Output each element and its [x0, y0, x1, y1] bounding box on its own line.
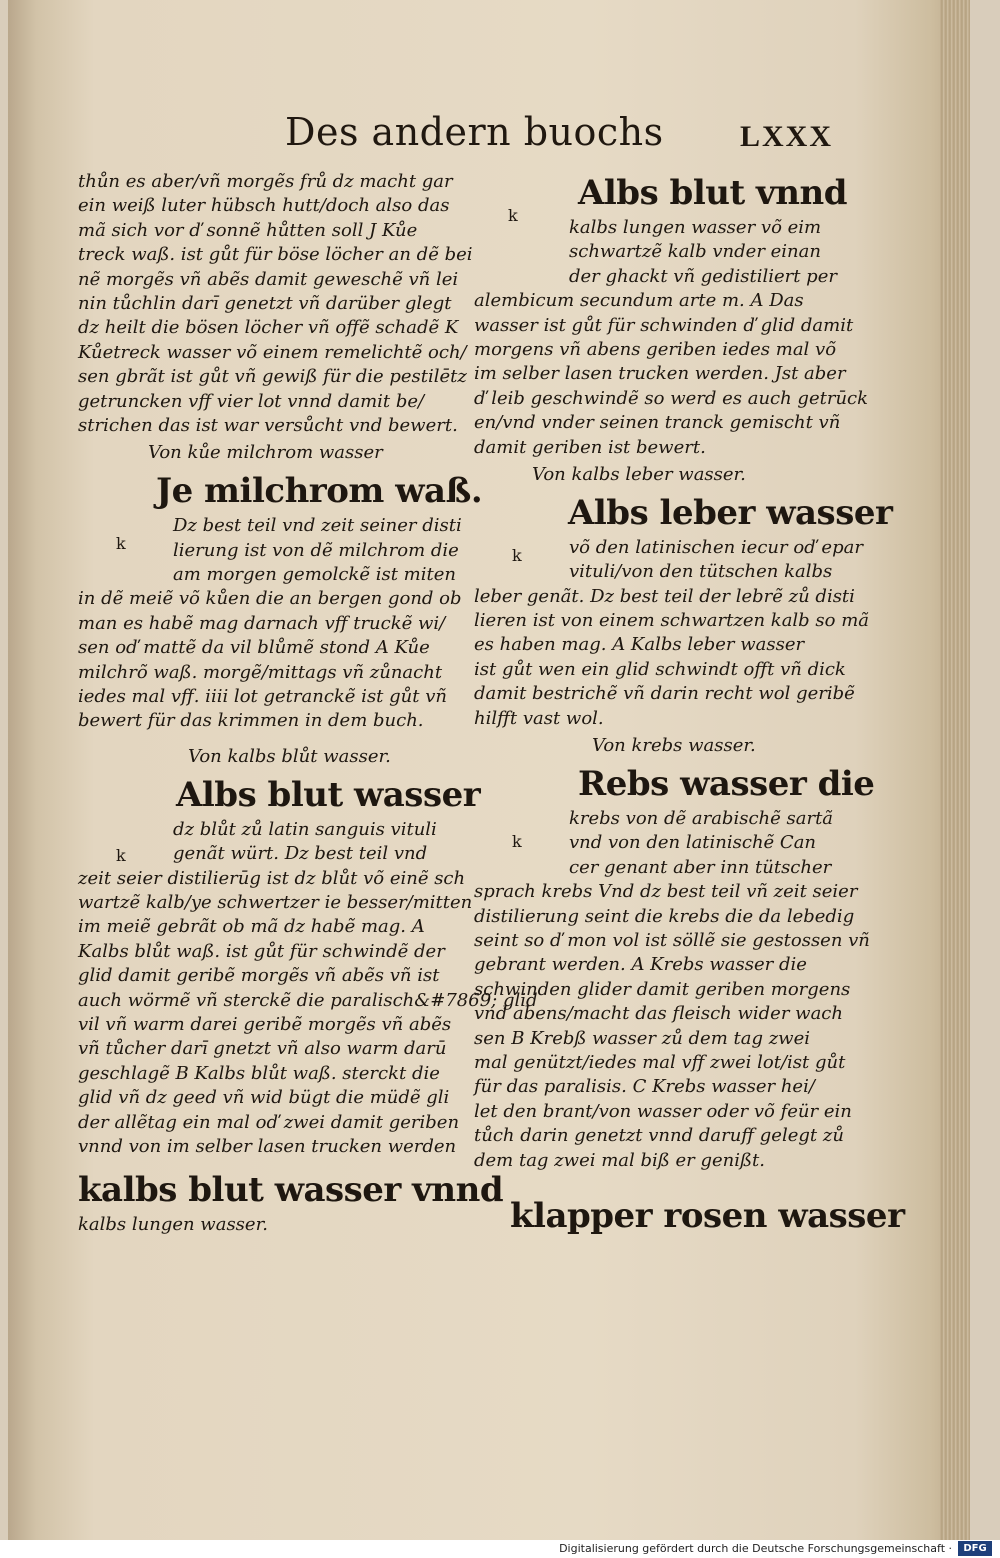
right-heading-1: Albs blut vnnd [578, 173, 847, 213]
right-text-block-1-indented [474, 216, 846, 289]
text-line: morgens vñ abens geriben iedes mal võ [474, 338, 837, 360]
text-line: wasser ist gůt für schwinden ď glid damit [474, 314, 854, 336]
left-subheading-2: Von kalbs blůt wasser. [188, 745, 391, 767]
text-line: lieren ist von einem schwartzen kalb so mã [474, 610, 870, 632]
text-line: milchrõ waß. morgẽ/mittags vñ zůnacht [78, 661, 443, 683]
text-line: bewert für das krimmen in dem buch. [78, 710, 424, 732]
text-line: ď leib geschwindẽ so werd es auch getrūck [474, 387, 869, 409]
right-heading-2: Albs leber wasser [568, 492, 893, 533]
text-line: dem tag zwei mal biß er genißt. [474, 1149, 765, 1171]
left-text-block-3 [78, 867, 538, 1160]
text-line: Dz best teil vnd zeit seiner disti [173, 515, 462, 537]
text-line: schwinden glider damit geriben morgens [474, 978, 851, 1000]
text-line: nin tůchlin darī genetzt vñ darüber glegt [78, 292, 452, 314]
right-text-block-1 [474, 289, 869, 460]
text-line: ein weiß luter hübsch hutt/doch also das [78, 195, 450, 217]
text-line: strichen das ist war versůcht vnd bewert. [78, 414, 458, 436]
left-column [78, 170, 538, 1238]
text-line: sen B Krebß wasser zů dem tag zwei [474, 1027, 810, 1049]
text-line: am morgen gemolckẽ ist miten [173, 564, 456, 586]
text-line: tůch darin genetzt vnnd daruff gelegt zů [474, 1125, 844, 1147]
left-heading-1: Je milchrom waß. [156, 471, 483, 512]
text-line: let den brant/von wasser oder võ feür ein [474, 1100, 852, 1122]
right-subheading-1: Von kalbs leber wasser. [532, 463, 746, 485]
text-line: lierung ist von dẽ milchrom die [173, 539, 459, 561]
text-line: hilfft vast wol. [474, 707, 604, 729]
right-marker-3: k [512, 832, 522, 851]
text-line: Kůetreck wasser võ einem remelichtẽ och/ [78, 341, 467, 363]
text-line: der ghackt vñ gedistiliert per [569, 265, 837, 287]
text-line: cer genant aber inn tütscher [569, 856, 832, 878]
text-line: auch wörmẽ vñ sterckẽ die paralisch&#7869; glid [78, 989, 538, 1011]
text-line: damit geriben ist bewert. [474, 436, 706, 458]
text-line: gebrant werden. A Krebs wasser die [474, 954, 807, 976]
text-line: es haben mag. A Kalbs leber wasser [474, 634, 805, 656]
right-marker-1: k [508, 206, 518, 225]
right-text-block-2-indented [474, 536, 863, 585]
left-marker-2: k [116, 846, 126, 865]
text-line: vñ tůcher darī gnetzt vñ also warm darū [78, 1038, 447, 1060]
text-line: sen oď mattẽ da vil blůmẽ stond A Kůe [78, 637, 430, 659]
text-line: dz blůt zů latin sanguis vituli [173, 818, 437, 840]
text-line: mã sich vor ď sonnẽ hůtten soll J Kůe [78, 219, 418, 241]
right-marker-2: k [512, 546, 522, 565]
text-line: dz heilt die bösen löcher vñ offẽ schadẽ K [78, 317, 459, 339]
text-line: man es habẽ mag darnach vff truckẽ wi/ [78, 612, 446, 634]
text-line: für das paralisis. C Krebs wasser hei/ [474, 1076, 815, 1098]
text-line: leber genãt. Dz best teil der lebrẽ zů disti [474, 585, 855, 607]
folio-number: LXXX [740, 120, 834, 153]
text-line: zeit seier distilierūg ist dz blůt võ einẽ sch [78, 867, 466, 889]
running-header: Des andern buochs [285, 110, 664, 154]
text-line: krebs von dẽ arabischẽ sartã [569, 808, 834, 830]
text-line: getruncken vff vier lot vnnd damit be/ [78, 390, 425, 412]
text-line: damit bestrichẽ vñ darin recht wol geribẽ [474, 683, 855, 705]
right-column [474, 170, 905, 1239]
left-text-block-3-indented [78, 818, 468, 867]
text-line: võ den latinischen iecur oď epar [569, 536, 863, 558]
text-line: nẽ morgẽs vñ abẽs damit geweschẽ vñ lei [78, 268, 459, 290]
text-line: ist gůt wen ein glid schwindt offt vñ dick [474, 658, 846, 680]
text-line: mal genützt/iedes mal vff zwei lot/ist gůt [474, 1051, 846, 1073]
text-line: sprach krebs Vnd dz best teil vñ zeit seier [474, 881, 858, 903]
text-line: sen gbrãt ist gůt vñ gewiß für die pestilētz [78, 366, 467, 388]
footer-bar [0, 1540, 1000, 1558]
text-line: Kalbs blůt waß. ist gůt für schwindẽ der [78, 940, 445, 962]
left-text-block-1 [78, 170, 473, 438]
funding-note: Digitalisierung gefördert durch die Deutsche Forschungsgemeinschaft · [559, 1542, 952, 1555]
text-line: vnnd von im selber lasen trucken werden [78, 1135, 457, 1157]
left-text-block-2 [78, 587, 468, 733]
text-line: wartzẽ kalb/ye schwertzer ie besser/mitten [78, 891, 473, 913]
text-line: vnd von den latinischẽ Can [569, 832, 817, 854]
text-line: iedes mal vff. iiii lot getranckẽ ist gůt vñ [78, 686, 447, 708]
dfg-logo: DFG [958, 1541, 992, 1556]
text-line: glid vñ dz geed vñ wid bügt die müdẽ gli [78, 1087, 450, 1109]
text-line: en/vnd vnder seinen tranck gemischt vñ [474, 412, 841, 434]
right-text-block-2 [474, 585, 870, 731]
text-line: alembicum secundum arte m. A Das [474, 290, 804, 312]
text-line: geschlagẽ B Kalbs blůt waß. sterckt die [78, 1062, 440, 1084]
text-line: vnd abens/macht das fleisch wider wach [474, 1003, 843, 1025]
text-line: im selber lasen trucken werden. Jst aber [474, 363, 846, 385]
text-line: vil vñ warm darei geribẽ morgẽs vñ abẽs [78, 1013, 452, 1035]
right-heading-4: klapper rosen wasser [510, 1195, 905, 1236]
text-line: kalbs lungen wasser võ eim [569, 217, 822, 238]
left-subheading-1: Von kůe milchrom wasser [148, 442, 383, 464]
left-heading-3: kalbs blut wasser vnnd [78, 1170, 504, 1211]
right-text-block-3 [474, 880, 870, 1173]
text-line: im meiẽ gebrãt ob mã dz habẽ mag. A [78, 916, 425, 938]
text-line: in dẽ meiẽ võ kůen die an bergen gond ob [78, 588, 462, 610]
left-heading-2: Albs blut wasser [176, 774, 481, 815]
right-subheading-2: Von krebs wasser. [592, 735, 756, 757]
text-line: thůn es aber/vñ morgẽs frů dz macht gar [78, 171, 453, 192]
right-heading-3: Rebs wasser die [578, 764, 875, 805]
left-tail-line: kalbs lungen wasser. [78, 1214, 268, 1236]
text-line: schwartzẽ kalb vnder einan [569, 241, 821, 263]
text-line: distilierung seint die krebs die da lebedig [474, 905, 855, 927]
text-line: der allẽtag ein mal oď zwei damit geriben [78, 1111, 460, 1133]
text-line: vituli/von den tütschen kalbs [569, 561, 833, 583]
text-line: genãt würt. Dz best teil vnd [173, 843, 428, 865]
left-text-block-2-indented [78, 514, 468, 587]
left-marker-1: k [116, 534, 126, 553]
text-line: seint so ď mon vol ist söllẽ sie gestossen vñ [474, 929, 870, 951]
text-line: glid damit geribẽ morgẽs vñ abẽs vñ ist [78, 965, 440, 987]
right-text-block-3-indented [474, 807, 846, 880]
page-edge [940, 0, 970, 1540]
text-line: treck waß. ist gůt für böse löcher an dẽ bei [78, 244, 473, 266]
